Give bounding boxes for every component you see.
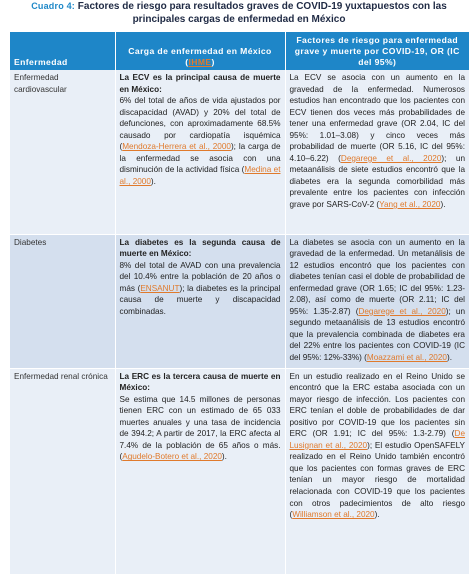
burden-heading: La diabetes es la segunda causa de muerte en México: [119, 237, 281, 259]
reference-link[interactable]: Moazzami et al., 2020 [366, 352, 447, 362]
table-row [10, 368, 469, 574]
burden-heading: La ECV es la principal causa de muerte en México: [119, 73, 281, 94]
disease-name: Enfermedad renal crónica [10, 368, 115, 574]
reference-link[interactable]: Mendoza-Herrera et al., 2000 [122, 142, 231, 152]
header-disease: Enfermedad [10, 32, 115, 70]
reference-link[interactable]: ENSANUT [140, 283, 180, 293]
reference-link[interactable]: De Lusignan et al., 2020 [289, 429, 465, 450]
ihme-link[interactable]: IHME [188, 57, 212, 67]
disease-name: Diabetes [10, 234, 115, 368]
reference-link[interactable]: Degarege et al., 2020 [358, 306, 446, 316]
table-row [10, 234, 469, 368]
risk-cell: En un estudio realizado en el Reino Unido se encontró que la ERC estaba asociada con un mayor riesgo de infección. Los pacientes con ERC tenían el doble de probabilidades de dar positivo por COVID-19 que los pacientes sin ERC (OR 1.91; IC del 95%: 1.3-2.79) (De Lusignan et al., 2020); El estudio OpenSAFELY realizado en el Reino Unido también encontró que los pacientes con formas graves de ERC tenían un mayor riesgo de mortalidad relacionada con COVID-19 que los pacientes con otros padecimientos de alto riesgo (Williamson et al., 2020). [285, 368, 469, 574]
disease-name: Enfermedad cardiovascular [14, 73, 67, 94]
burden-cell: La ERC es la tercera causa de muerte en México: Se estima que 14.5 millones de personas tienen ERC con un estimado de 65 033 muertes anuales y una tasa de incidencia de 394.2; A partir de 2017, la ERC afecta al 7.4% de la población de 65 años o más. (Agudelo-Botero et al., 2020). [115, 368, 285, 574]
risk-factors-table [10, 32, 469, 574]
burden-cell: La ECV es la principal causa de muerte en México: 6% del total de años de vida ajustados por discapacidad (AVAD) y 20% del total de defunciones, con aproximadamente 68.5% causado por cardiopatía isquémica (Mendoza-Herrera et al., 2000); la carga de la enfermedad se asocia con una disminución de la actividad física (Medina et al., 2000). [115, 70, 285, 234]
header-risk: Factores de riesgo para enfermedad grave y muerte por COVID-19, OR (IC del 95%) [285, 32, 469, 70]
table-caption [10, 0, 468, 26]
caption-title: Factores de riesgo para resultados graves de COVID-19 yuxtapuestos con las principales cargas de enfermedad en México [77, 1, 447, 25]
reference-link[interactable]: Williamson et al., 2020 [292, 510, 375, 520]
reference-link[interactable]: Degarege et al., 2020 [340, 153, 442, 163]
reference-link[interactable]: Yang et al., 2020 [379, 200, 441, 210]
header-burden: Carga de enfermedad en México (IHME) [115, 32, 285, 70]
risk-cell: La ECV se asocia con un aumento en la gravedad de la enfermedad. Numerosos estudios han encontrado que los pacientes con ECV tienen dos veces más probabilidades de tener una enfermedad grave (OR 2.04, IC del 95%: 1.01–3.08) y cinco veces más probabilidad de muerte (OR 5.16, IC del 95%: 4.10–6.22) (Degarege et al., 2020); un metaanálisis de siete estudios encontró que la diabetes era la segunda comorbilidad más prevalente entre los pacientes con infección grave por SARS-CoV-2 (Yang et al., 2020). [285, 70, 469, 234]
risk-cell: La diabetes se asocia con un aumento en la gravedad de la enfermedad. Un metanálisis de 12 estudios encontró que los pacientes con diabetes tenían casi el doble de probabilidad de enfermedad grave (OR 1.65; IC del 95%: 1.23-2.08), así como de muerte (OR 2.11; IC del 95%: 1.35-2.87) (Degarege et al., 2020); un segundo metaanálisis de 13 estudios encontró que la prevalencia combinada de diabetes era del 22% entre los pacientes con COVID-19 (IC del 95%: 12%-33%) (Moazzami et al., 2020). [285, 234, 469, 368]
burden-cell: La diabetes es la segunda causa de muerte en México: 8% del total de AVAD con una prevalencia del 10.4% entre la población de 20 años o más (ENSANUT); la diabetes es la principal causa de muerte y discapacidad combinadas. [115, 234, 285, 368]
burden-heading: La ERC es la tercera causa de muerte en México: [119, 371, 281, 393]
caption-label: Cuadro 4: [31, 1, 75, 11]
reference-link[interactable]: Medina et al., 2000 [119, 165, 281, 186]
reference-link[interactable]: Agudelo-Botero et al., 2020 [122, 452, 222, 462]
table-row [10, 70, 469, 234]
